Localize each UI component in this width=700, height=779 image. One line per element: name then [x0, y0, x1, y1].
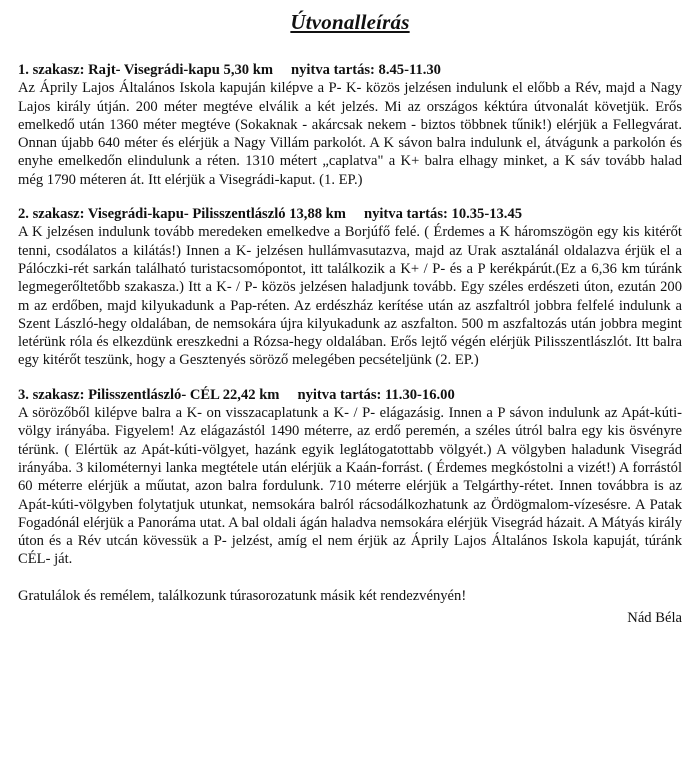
section-2 — [18, 205, 682, 370]
section-body: A K jelzésen indulunk tovább meredeken emelkedve a Borjúfő felé. ( Érdemes a K háromszögön egy kis kitérőt tenni, csodálatos a kilátás!) Innen a K- jelzésen hullámvasutazva, majd az Urak asztalánál oldalazva érjük el a Pálóczki-rét sarkán található turistacsomópontot, itt találkozik a K+ / P- és a P kerékpárút.(Ez a 6,36 km túránk legmegerőltetőbb szakasza.) Itt a K- / P- közös jelzésen haladjunk tovább. Egy széles erdészeti úton, ezután 200 m az erdőben, majd kilyukadunk a Pap-réten. Az erdészház kerítése után az aszfaltról jobbra felfelé indulunk a Szent László-hegy oldalában, de nemsokára újra kilyukadunk az aszfalton. 500 m aszfaltozás után jobbra megint letérünk róla és elkezdünk ereszkedni a Rózsa-hegy oldalában. Erős lejtő végén elérjük Pilisszentlászlót. Itt balra egy kitérőt teszünk, hogy a Gesztenyés söröző melegében pecsételjünk (2. EP.) — [18, 224, 682, 369]
section-body: Az Áprily Lajos Általános Iskola kapuján kilépve a P- K- közös jelzésen indulunk el előbb a Rév, majd a Nagy Lajos király útján. 200 méter megtéve elválik a két jelzés. Mi az országos kéktúra útvonalát követjük. Erős emelkedő után 1360 méter megtéve (Sokaknak - akárcsak nekem - biztos többnek tűnik!) elérjük a Fellegvárat. Onnan újabb 640 méter és elérjük a Nagy Villám parkolót. A K sávon balra indulunk el, átvágunk a parkolón és enyhe emelkedőn elindulunk a réten. 1310 métert „caplatva" a K+ balra elhagy minket, a K sáv tovább halad még 1790 méteren át. Itt elérjük a Visegrádi-kaput. (1. EP.) — [18, 80, 682, 188]
section-heading — [18, 386, 682, 404]
section-heading — [18, 61, 682, 79]
section-hours: nyitva tartás: 11.30-16.00 — [297, 386, 455, 403]
section-title: 2. szakasz: Visegrádi-kapu- Pilisszentlászló 13,88 km — [18, 206, 346, 223]
signature: Nád Béla — [627, 610, 682, 627]
document-title: Útvonalleírás — [290, 10, 410, 34]
section-title: 1. szakasz: Rajt- Visegrádi-kapu 5,30 km — [18, 62, 273, 78]
document-page — [18, 10, 682, 627]
section-3 — [18, 386, 682, 569]
section-heading — [18, 205, 682, 223]
section-hours: nyitva tartás: 8.45-11.30 — [291, 62, 441, 78]
section-title: 3. szakasz: Pilisszentlászló- CÉL 22,42 km — [18, 386, 280, 403]
closing-line: Gratulálok és remélem, találkozunk túrasorozatunk másik két rendezvényén! — [18, 587, 467, 604]
section-1 — [18, 61, 682, 189]
section-hours: nyitva tartás: 10.35-13.45 — [363, 206, 523, 223]
section-body: A sörözőből kilépve balra a K- on visszacaplatunk a K- / P- elágazásig. Innen a P sávon indulunk az Apát-kúti-völgy irányába. Figyelem! Az elágazástól 1490 méterre, az erdő peremén, a széles útról balra egy kis ösvényre térünk. ( Elértük az Apát-kúti-völgyet, hazánk egyik leglátogatottabb völgyét.) A völgyben haladunk Visegrád irányába. 3 kilométernyi lanka megtétele után elérjük a Kaán-forrást. ( Érdemes megkóstolni a vizét!) A forrástól 60 méterre elérjük a műutat, azon balra fordulunk. 710 méterre elérjük a Telgárthy-rétet. Innen továbbra is az Apát-kúti-völgyben folytatjuk utunkat, nemsokára balról rácsodálkozhatunk az Ördögmalom-vízesésre. A Patak Fogadónál elérjük a Panoráma utat. A bal oldali ágán haladva nemsokára elérjük Visegrád házait. A Mátyás király úton és a Rév utcán kövessük a P- jelzést, amíg el nem érjük az Áprily Lajos Általános Iskola kapuját, túránk CÉL- ját. — [18, 405, 682, 568]
